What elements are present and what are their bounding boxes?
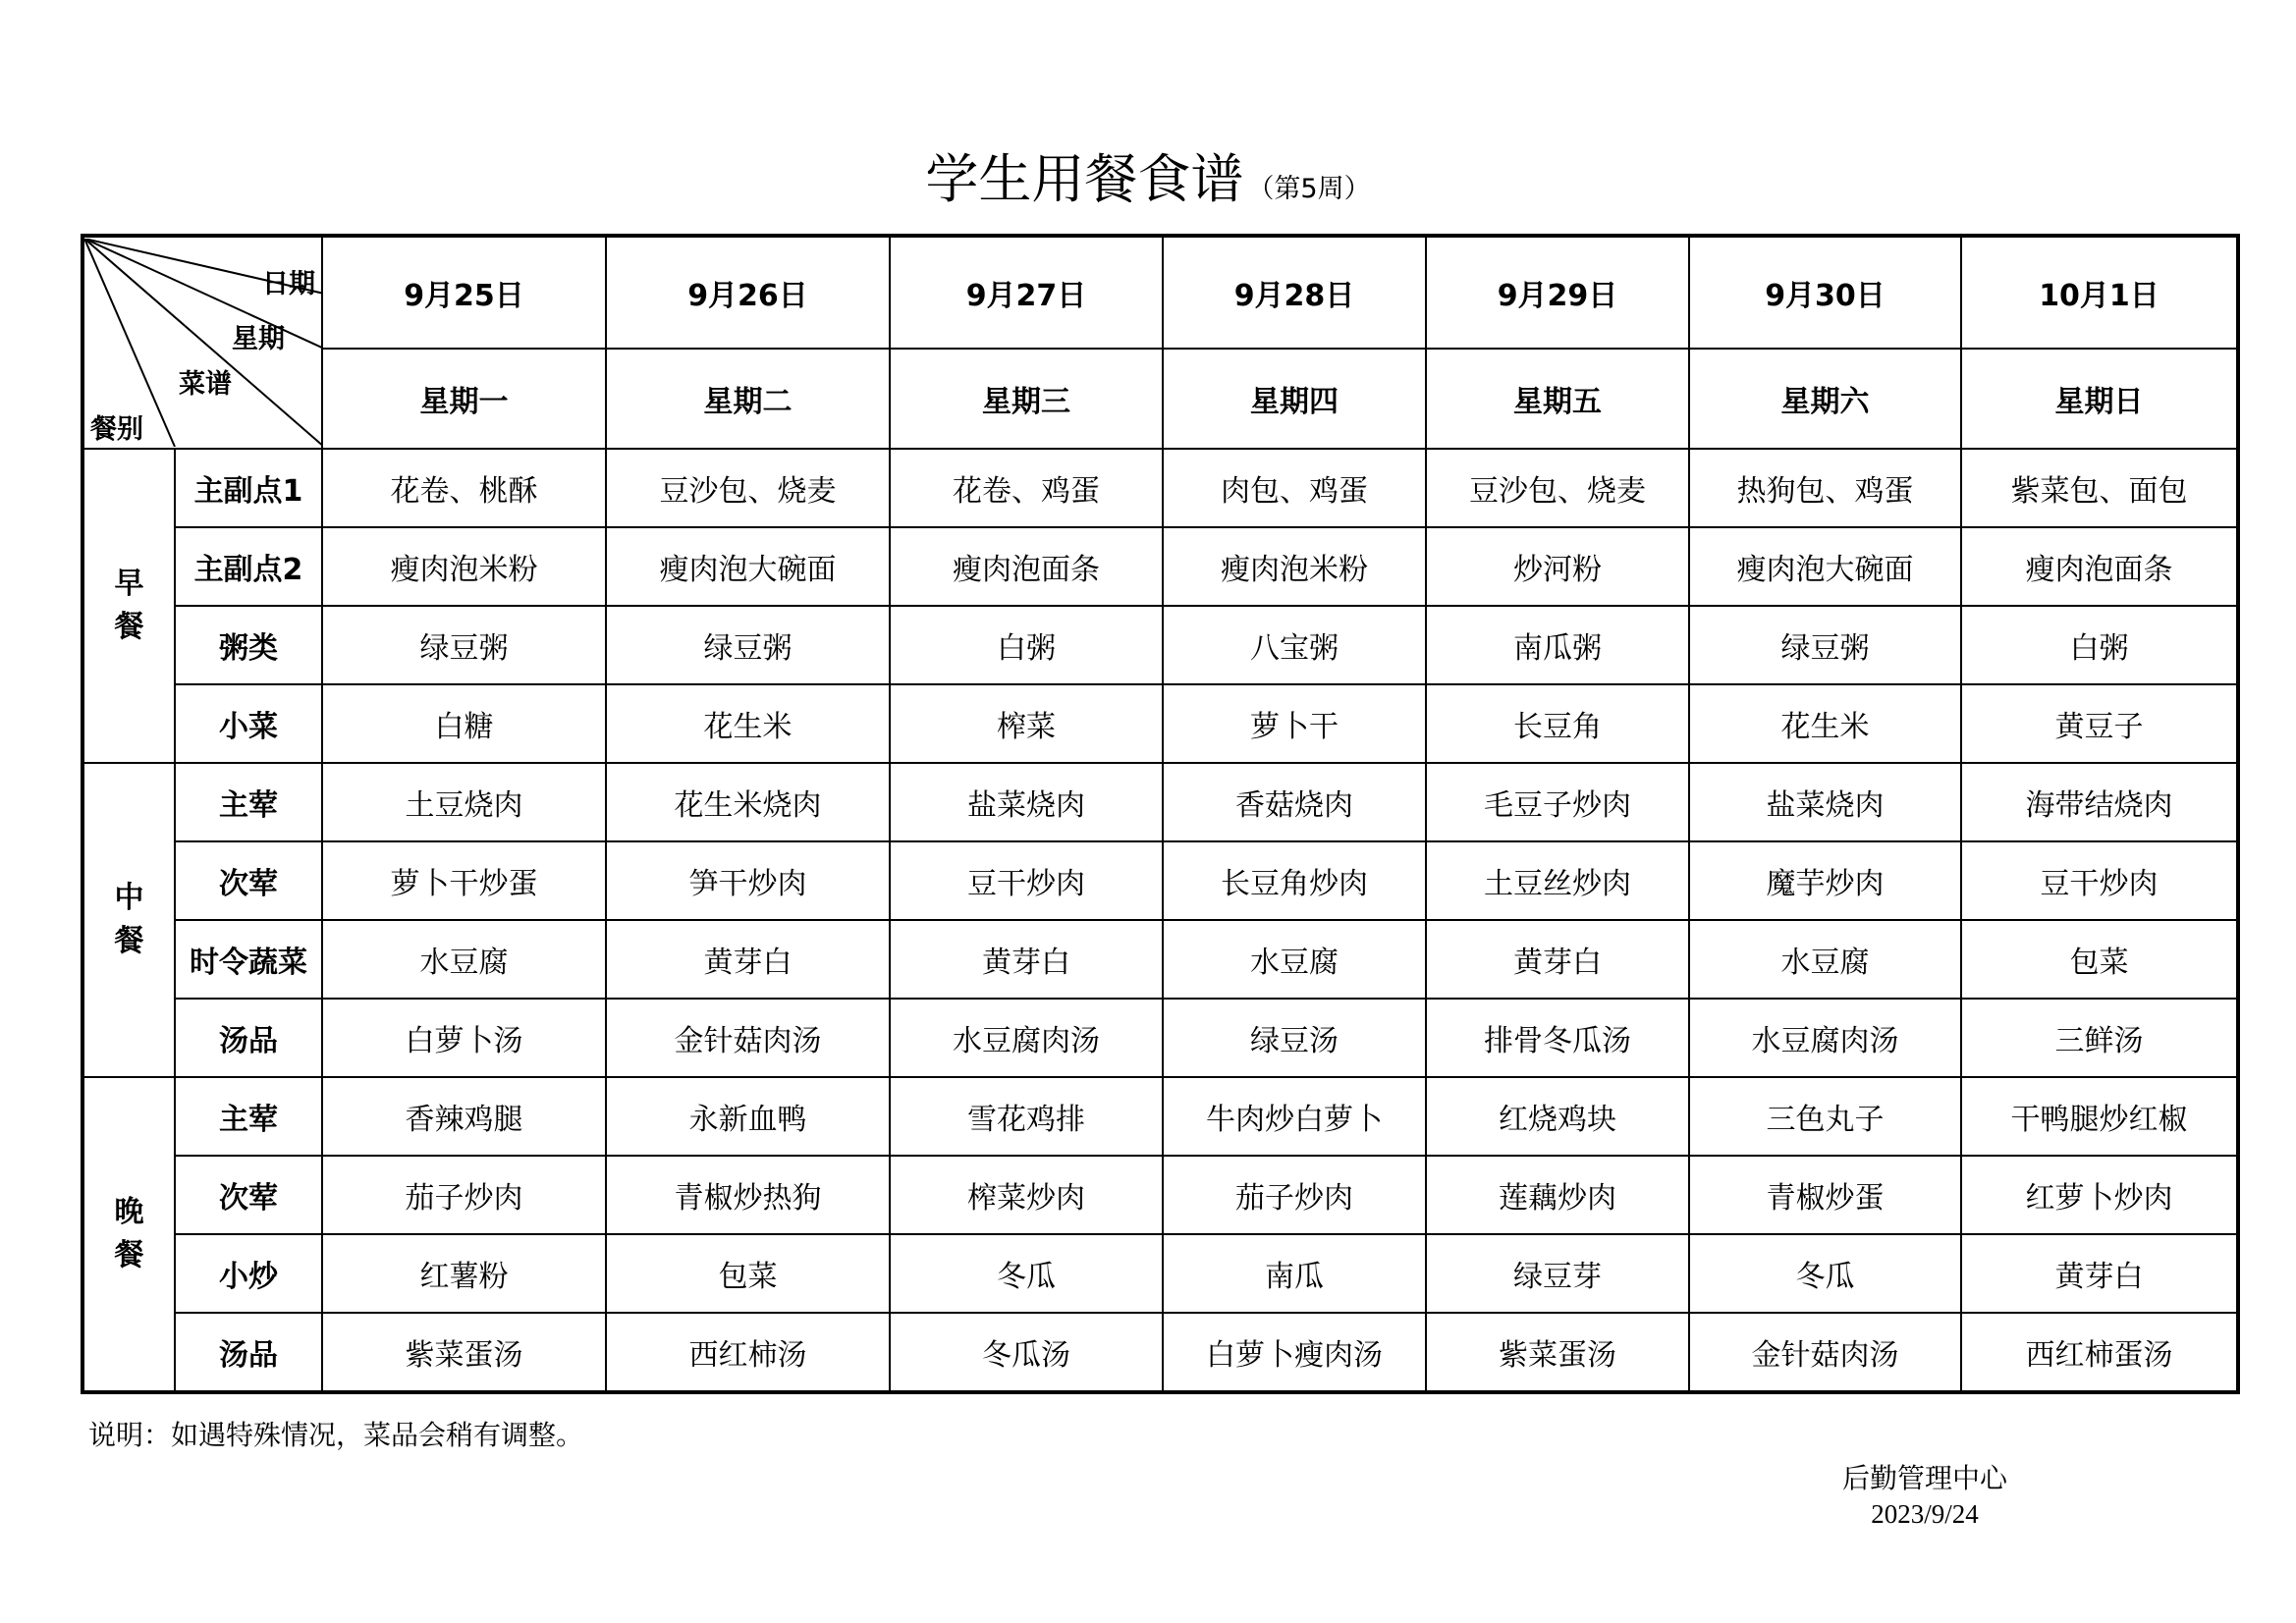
weekday-cell: 星期六 bbox=[1689, 349, 1961, 449]
dish-cell: 南瓜 bbox=[1163, 1234, 1426, 1313]
dish-cell: 青椒炒蛋 bbox=[1689, 1156, 1961, 1234]
dish-cell: 冬瓜 bbox=[1689, 1234, 1961, 1313]
weekday-cell: 星期五 bbox=[1426, 349, 1689, 449]
corner-header bbox=[82, 236, 322, 449]
dish-cell: 土豆丝炒肉 bbox=[1426, 841, 1689, 920]
category-cell: 汤品 bbox=[175, 999, 322, 1077]
dish-cell: 花生米 bbox=[606, 684, 890, 763]
title-main: 学生用餐食谱 bbox=[925, 148, 1244, 210]
dish-cell: 红萝卜炒肉 bbox=[1961, 1156, 2238, 1234]
meal-label-char: 中 bbox=[114, 881, 144, 915]
dish-cell: 盐菜烧肉 bbox=[890, 763, 1163, 841]
menu-row bbox=[82, 1313, 2238, 1392]
dish-cell: 雪花鸡排 bbox=[890, 1077, 1163, 1156]
dish-cell: 水豆腐 bbox=[322, 920, 606, 999]
dish-cell: 绿豆粥 bbox=[1689, 606, 1961, 684]
weekday-row bbox=[82, 349, 2238, 449]
date-cell: 9月26日 bbox=[606, 236, 890, 349]
menu-row bbox=[82, 606, 2238, 684]
dish-cell: 黄芽白 bbox=[1961, 1234, 2238, 1313]
dish-cell: 水豆腐肉汤 bbox=[890, 999, 1163, 1077]
dish-cell: 黄豆子 bbox=[1961, 684, 2238, 763]
dish-cell: 白萝卜瘦肉汤 bbox=[1163, 1313, 1426, 1392]
footer-org: 后勤管理中心 bbox=[1841, 1462, 2007, 1494]
dish-cell: 笋干炒肉 bbox=[606, 841, 890, 920]
dish-cell: 包菜 bbox=[606, 1234, 890, 1313]
dish-cell: 冬瓜 bbox=[890, 1234, 1163, 1313]
dish-cell: 永新血鸭 bbox=[606, 1077, 890, 1156]
dish-cell: 香辣鸡腿 bbox=[322, 1077, 606, 1156]
dish-cell: 瘦肉泡米粉 bbox=[1163, 527, 1426, 606]
category-cell: 主副点1 bbox=[175, 449, 322, 527]
dish-cell: 红烧鸡块 bbox=[1426, 1077, 1689, 1156]
dish-cell: 黄芽白 bbox=[890, 920, 1163, 999]
menu-row bbox=[82, 1077, 2238, 1156]
dish-cell: 肉包、鸡蛋 bbox=[1163, 449, 1426, 527]
dish-cell: 水豆腐 bbox=[1689, 920, 1961, 999]
dish-cell: 热狗包、鸡蛋 bbox=[1689, 449, 1961, 527]
menu-row bbox=[82, 527, 2238, 606]
dish-cell: 盐菜烧肉 bbox=[1689, 763, 1961, 841]
dish-cell: 瘦肉泡大碗面 bbox=[606, 527, 890, 606]
menu-row bbox=[82, 841, 2238, 920]
dish-cell: 紫菜包、面包 bbox=[1961, 449, 2238, 527]
dish-cell: 茄子炒肉 bbox=[1163, 1156, 1426, 1234]
dish-cell: 茄子炒肉 bbox=[322, 1156, 606, 1234]
dish-cell: 绿豆汤 bbox=[1163, 999, 1426, 1077]
weekday-cell: 星期一 bbox=[322, 349, 606, 449]
dish-cell: 白粥 bbox=[1961, 606, 2238, 684]
dish-cell: 白萝卜汤 bbox=[322, 999, 606, 1077]
dish-cell: 豆干炒肉 bbox=[1961, 841, 2238, 920]
menu-row bbox=[82, 449, 2238, 527]
dish-cell: 瘦肉泡面条 bbox=[890, 527, 1163, 606]
date-cell: 9月29日 bbox=[1426, 236, 1689, 349]
dish-cell: 香菇烧肉 bbox=[1163, 763, 1426, 841]
dish-cell: 白粥 bbox=[890, 606, 1163, 684]
dish-cell: 瘦肉泡米粉 bbox=[322, 527, 606, 606]
meal-label-char: 早 bbox=[114, 567, 144, 601]
corner-meal-label: 餐别 bbox=[90, 414, 143, 445]
dish-cell: 绿豆粥 bbox=[606, 606, 890, 684]
dish-cell: 瘦肉泡面条 bbox=[1961, 527, 2238, 606]
dish-cell: 花卷、桃酥 bbox=[322, 449, 606, 527]
dish-cell: 土豆烧肉 bbox=[322, 763, 606, 841]
category-cell: 小炒 bbox=[175, 1234, 322, 1313]
category-cell: 小菜 bbox=[175, 684, 322, 763]
note-text: 说明：如遇特殊情况，菜品会稍有调整。 bbox=[88, 1419, 584, 1451]
date-cell: 9月27日 bbox=[890, 236, 1163, 349]
dish-cell: 绿豆粥 bbox=[322, 606, 606, 684]
dish-cell: 魔芋炒肉 bbox=[1689, 841, 1961, 920]
dish-cell: 豆沙包、烧麦 bbox=[1426, 449, 1689, 527]
corner-menu-label: 菜谱 bbox=[179, 369, 232, 400]
dish-cell: 排骨冬瓜汤 bbox=[1426, 999, 1689, 1077]
menu-table bbox=[81, 234, 2240, 1394]
weekday-cell: 星期四 bbox=[1163, 349, 1426, 449]
dish-cell: 三色丸子 bbox=[1689, 1077, 1961, 1156]
dish-cell: 牛肉炒白萝卜 bbox=[1163, 1077, 1426, 1156]
dish-cell: 炒河粉 bbox=[1426, 527, 1689, 606]
dish-cell: 黄芽白 bbox=[606, 920, 890, 999]
dish-cell: 紫菜蛋汤 bbox=[1426, 1313, 1689, 1392]
page-title bbox=[0, 137, 2296, 216]
dish-cell: 花卷、鸡蛋 bbox=[890, 449, 1163, 527]
corner-weekday-label: 星期 bbox=[232, 324, 285, 354]
meal-label bbox=[82, 449, 175, 763]
dish-cell: 水豆腐 bbox=[1163, 920, 1426, 999]
date-cell: 10月1日 bbox=[1961, 236, 2238, 349]
date-cell: 9月30日 bbox=[1689, 236, 1961, 349]
date-cell: 9月25日 bbox=[322, 236, 606, 349]
category-cell: 主荤 bbox=[175, 1077, 322, 1156]
meal-label-char: 餐 bbox=[114, 924, 144, 958]
dish-cell: 萝卜干 bbox=[1163, 684, 1426, 763]
date-row bbox=[82, 236, 2238, 349]
menu-row bbox=[82, 1234, 2238, 1313]
meal-label bbox=[82, 1077, 175, 1392]
dish-cell: 水豆腐肉汤 bbox=[1689, 999, 1961, 1077]
dish-cell: 南瓜粥 bbox=[1426, 606, 1689, 684]
dish-cell: 海带结烧肉 bbox=[1961, 763, 2238, 841]
dish-cell: 瘦肉泡大碗面 bbox=[1689, 527, 1961, 606]
footer-signature bbox=[1827, 1461, 2023, 1532]
dish-cell: 榨菜炒肉 bbox=[890, 1156, 1163, 1234]
title-week: （第5周） bbox=[1247, 174, 1371, 204]
dish-cell: 金针菇肉汤 bbox=[1689, 1313, 1961, 1392]
dish-cell: 西红柿汤 bbox=[606, 1313, 890, 1392]
dish-cell: 金针菇肉汤 bbox=[606, 999, 890, 1077]
dish-cell: 长豆角炒肉 bbox=[1163, 841, 1426, 920]
category-cell: 主荤 bbox=[175, 763, 322, 841]
weekday-cell: 星期二 bbox=[606, 349, 890, 449]
weekday-cell: 星期日 bbox=[1961, 349, 2238, 449]
dish-cell: 干鸭腿炒红椒 bbox=[1961, 1077, 2238, 1156]
dish-cell: 花生米 bbox=[1689, 684, 1961, 763]
category-cell: 次荤 bbox=[175, 841, 322, 920]
dish-cell: 黄芽白 bbox=[1426, 920, 1689, 999]
corner-date-label: 日期 bbox=[262, 269, 315, 299]
menu-row bbox=[82, 1156, 2238, 1234]
dish-cell: 冬瓜汤 bbox=[890, 1313, 1163, 1392]
meal-label-char: 餐 bbox=[114, 610, 144, 644]
category-cell: 汤品 bbox=[175, 1313, 322, 1392]
dish-cell: 红薯粉 bbox=[322, 1234, 606, 1313]
menu-row bbox=[82, 920, 2238, 999]
dish-cell: 绿豆芽 bbox=[1426, 1234, 1689, 1313]
dish-cell: 豆干炒肉 bbox=[890, 841, 1163, 920]
dish-cell: 包菜 bbox=[1961, 920, 2238, 999]
dish-cell: 花生米烧肉 bbox=[606, 763, 890, 841]
dish-cell: 莲藕炒肉 bbox=[1426, 1156, 1689, 1234]
dish-cell: 八宝粥 bbox=[1163, 606, 1426, 684]
dish-cell: 三鲜汤 bbox=[1961, 999, 2238, 1077]
category-cell: 主副点2 bbox=[175, 527, 322, 606]
dish-cell: 萝卜干炒蛋 bbox=[322, 841, 606, 920]
dish-cell: 榨菜 bbox=[890, 684, 1163, 763]
meal-label bbox=[82, 763, 175, 1077]
dish-cell: 青椒炒热狗 bbox=[606, 1156, 890, 1234]
category-cell: 粥类 bbox=[175, 606, 322, 684]
dish-cell: 豆沙包、烧麦 bbox=[606, 449, 890, 527]
meal-label-char: 晚 bbox=[114, 1195, 144, 1229]
menu-row bbox=[82, 684, 2238, 763]
dish-cell: 白糖 bbox=[322, 684, 606, 763]
meal-label-char: 餐 bbox=[114, 1238, 144, 1272]
dish-cell: 紫菜蛋汤 bbox=[322, 1313, 606, 1392]
menu-row bbox=[82, 763, 2238, 841]
category-cell: 时令蔬菜 bbox=[175, 920, 322, 999]
menu-row bbox=[82, 999, 2238, 1077]
footer-date: 2023/9/24 bbox=[1871, 1499, 1979, 1529]
dish-cell: 西红柿蛋汤 bbox=[1961, 1313, 2238, 1392]
date-cell: 9月28日 bbox=[1163, 236, 1426, 349]
category-cell: 次荤 bbox=[175, 1156, 322, 1234]
dish-cell: 长豆角 bbox=[1426, 684, 1689, 763]
weekday-cell: 星期三 bbox=[890, 349, 1163, 449]
dish-cell: 毛豆子炒肉 bbox=[1426, 763, 1689, 841]
